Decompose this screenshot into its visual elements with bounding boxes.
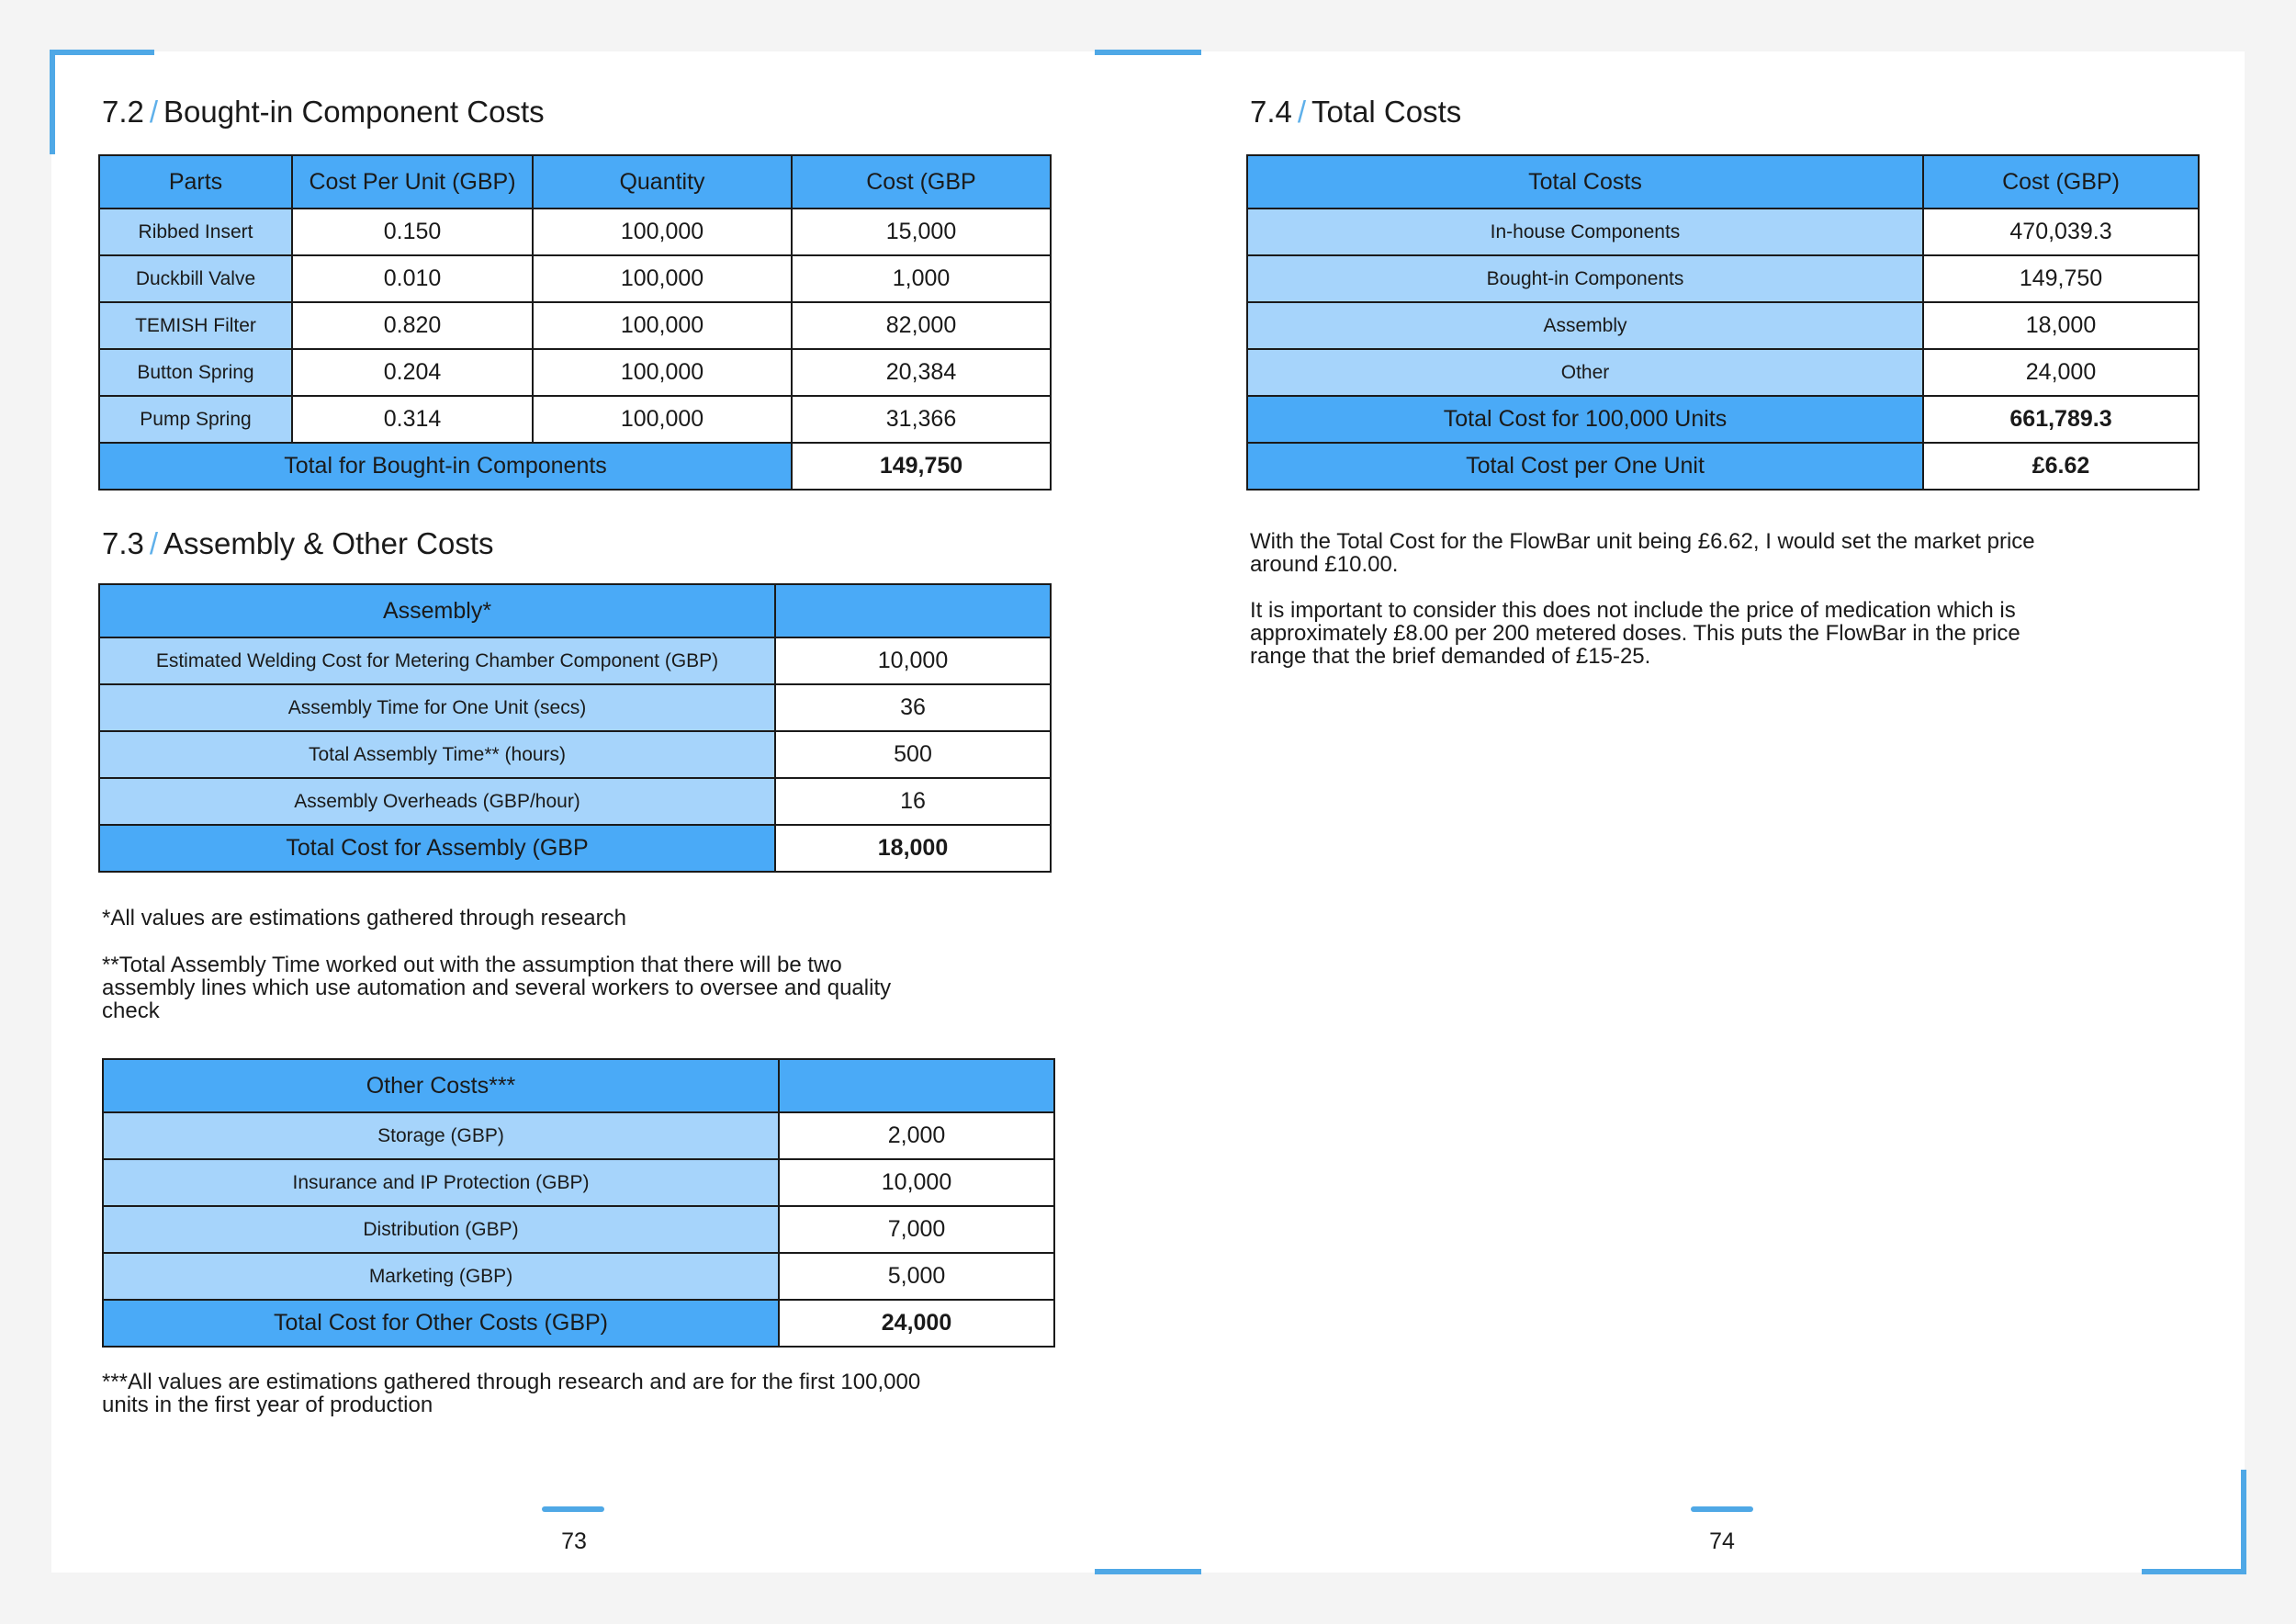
spine-accent-top bbox=[1095, 50, 1201, 55]
quantity: 100,000 bbox=[533, 302, 792, 349]
row-label: Assembly Overheads (GBP/hour) bbox=[99, 778, 775, 825]
paragraph-line: approximately £8.00 per 200 metered doses. This puts the FlowBar in the price bbox=[1250, 621, 2020, 646]
table-header-row bbox=[103, 1059, 1054, 1112]
part-name: Pump Spring bbox=[99, 396, 292, 443]
section-title: Bought-in Component Costs bbox=[163, 95, 545, 129]
cost: 15,000 bbox=[792, 209, 1051, 255]
page-number-accent bbox=[1691, 1506, 1753, 1512]
table-row bbox=[103, 1159, 1054, 1206]
table-row bbox=[99, 637, 1051, 684]
footnote-line: assembly lines which use automation and several workers to oversee and quality bbox=[102, 976, 892, 1000]
table-header-row bbox=[1247, 155, 2199, 209]
section-heading-7-4: 7.4 / Total Costs bbox=[1250, 95, 1462, 129]
table-header-row bbox=[99, 155, 1051, 209]
corner-accent-top-left-h bbox=[51, 50, 154, 55]
assembly-costs-table bbox=[98, 583, 1052, 873]
cost: 82,000 bbox=[792, 302, 1051, 349]
page-number: 74 bbox=[1709, 1528, 1735, 1554]
col-header: Cost (GBP) bbox=[1923, 155, 2199, 209]
row-value: 10,000 bbox=[775, 637, 1051, 684]
table-row bbox=[99, 209, 1051, 255]
section-title: Assembly & Other Costs bbox=[163, 526, 494, 560]
table-row bbox=[99, 684, 1051, 731]
table-row bbox=[103, 1253, 1054, 1300]
section-number: 7.3 bbox=[102, 526, 144, 560]
row-value: 16 bbox=[775, 778, 1051, 825]
total-label: Total Cost for 100,000 Units bbox=[1247, 396, 1923, 443]
section-number: 7.4 bbox=[1250, 95, 1292, 129]
other-costs-table bbox=[102, 1058, 1055, 1348]
corner-accent-bottom-right-h bbox=[2142, 1569, 2246, 1574]
total-costs-table bbox=[1246, 154, 2200, 491]
table-total-row bbox=[1247, 443, 2199, 490]
table-row bbox=[103, 1112, 1054, 1159]
col-header-empty bbox=[779, 1059, 1054, 1112]
part-name: Ribbed Insert bbox=[99, 209, 292, 255]
row-label: Marketing (GBP) bbox=[103, 1253, 779, 1300]
table-total-row bbox=[99, 825, 1051, 872]
section-heading-7-2: 7.2 / Bought-in Component Costs bbox=[102, 95, 545, 129]
row-value: 2,000 bbox=[779, 1112, 1054, 1159]
table-row bbox=[99, 302, 1051, 349]
row-value: 7,000 bbox=[779, 1206, 1054, 1253]
page-number-accent bbox=[542, 1506, 604, 1512]
part-name: TEMISH Filter bbox=[99, 302, 292, 349]
total-label: Total Cost for Assembly (GBP bbox=[99, 825, 775, 872]
row-value: 500 bbox=[775, 731, 1051, 778]
quantity: 100,000 bbox=[533, 255, 792, 302]
row-value: 18,000 bbox=[1923, 302, 2199, 349]
unit-cost: 0.010 bbox=[292, 255, 533, 302]
part-name: Button Spring bbox=[99, 349, 292, 396]
row-label: Distribution (GBP) bbox=[103, 1206, 779, 1253]
unit-cost: 0.820 bbox=[292, 302, 533, 349]
row-label: Storage (GBP) bbox=[103, 1112, 779, 1159]
medication-paragraph bbox=[1250, 599, 2020, 668]
table-row bbox=[99, 778, 1051, 825]
footnote-line: check bbox=[102, 998, 160, 1023]
table-row bbox=[1247, 209, 2199, 255]
table-header-row bbox=[99, 584, 1051, 637]
table-total-row bbox=[99, 443, 1051, 490]
unit-cost: 0.314 bbox=[292, 396, 533, 443]
footnote-line: **Total Assembly Time worked out with the assumption that there will be two bbox=[102, 953, 842, 977]
table-row bbox=[103, 1206, 1054, 1253]
table-row bbox=[99, 396, 1051, 443]
row-label: Total Assembly Time** (hours) bbox=[99, 731, 775, 778]
col-header: Assembly* bbox=[99, 584, 775, 637]
table-row bbox=[1247, 349, 2199, 396]
col-header: Cost Per Unit (GBP) bbox=[292, 155, 533, 209]
total-value: 661,789.3 bbox=[1923, 396, 2199, 443]
total-value: 149,750 bbox=[792, 443, 1051, 490]
table-row bbox=[1247, 255, 2199, 302]
market-price-paragraph bbox=[1250, 530, 2035, 576]
row-value: 149,750 bbox=[1923, 255, 2199, 302]
table-row bbox=[99, 349, 1051, 396]
corner-accent-bottom-right-v bbox=[2241, 1470, 2246, 1574]
section-title: Total Costs bbox=[1311, 95, 1462, 129]
table-total-row bbox=[1247, 396, 2199, 443]
assembly-time-footnote bbox=[102, 953, 891, 1022]
row-label: Other bbox=[1247, 349, 1923, 396]
total-label: Total Cost for Other Costs (GBP) bbox=[103, 1300, 779, 1347]
row-label: Bought-in Components bbox=[1247, 255, 1923, 302]
col-header-empty bbox=[775, 584, 1051, 637]
spine-accent-bottom bbox=[1095, 1569, 1201, 1574]
footnote-line: units in the first year of production bbox=[102, 1393, 433, 1417]
section-heading-7-3: 7.3 / Assembly & Other Costs bbox=[102, 526, 494, 560]
col-header: Parts bbox=[99, 155, 292, 209]
total-value: £6.62 bbox=[1923, 443, 2199, 490]
cost: 20,384 bbox=[792, 349, 1051, 396]
paragraph-line: range that the brief demanded of £15-25. bbox=[1250, 644, 1651, 669]
assembly-footnote: *All values are estimations gathered through research bbox=[102, 906, 626, 930]
total-label: Total Cost per One Unit bbox=[1247, 443, 1923, 490]
table-row bbox=[99, 731, 1051, 778]
row-label: In-house Components bbox=[1247, 209, 1923, 255]
row-value: 10,000 bbox=[779, 1159, 1054, 1206]
row-value: 36 bbox=[775, 684, 1051, 731]
row-label: Assembly bbox=[1247, 302, 1923, 349]
table-total-row bbox=[103, 1300, 1054, 1347]
page-number: 73 bbox=[561, 1528, 587, 1554]
part-name: Duckbill Valve bbox=[99, 255, 292, 302]
col-header: Cost (GBP bbox=[792, 155, 1051, 209]
row-label: Estimated Welding Cost for Metering Chamber Component (GBP) bbox=[99, 637, 775, 684]
corner-accent-top-left-v bbox=[50, 50, 55, 154]
row-value: 24,000 bbox=[1923, 349, 2199, 396]
quantity: 100,000 bbox=[533, 396, 792, 443]
row-value: 470,039.3 bbox=[1923, 209, 2199, 255]
paragraph-line: With the Total Cost for the FlowBar unit being £6.62, I would set the market price bbox=[1250, 529, 2035, 554]
total-label: Total for Bought-in Components bbox=[99, 443, 792, 490]
row-label: Insurance and IP Protection (GBP) bbox=[103, 1159, 779, 1206]
unit-cost: 0.150 bbox=[292, 209, 533, 255]
row-value: 5,000 bbox=[779, 1253, 1054, 1300]
cost: 1,000 bbox=[792, 255, 1051, 302]
bought-in-costs-table bbox=[98, 154, 1052, 491]
paragraph-line: around £10.00. bbox=[1250, 552, 1399, 577]
cost: 31,366 bbox=[792, 396, 1051, 443]
total-value: 18,000 bbox=[775, 825, 1051, 872]
row-label: Assembly Time for One Unit (secs) bbox=[99, 684, 775, 731]
table-row bbox=[1247, 302, 2199, 349]
col-header: Other Costs*** bbox=[103, 1059, 779, 1112]
other-costs-footnote bbox=[102, 1370, 920, 1416]
col-header: Total Costs bbox=[1247, 155, 1923, 209]
paragraph-line: It is important to consider this does not include the price of medication which is bbox=[1250, 598, 2016, 623]
quantity: 100,000 bbox=[533, 349, 792, 396]
section-number: 7.2 bbox=[102, 95, 144, 129]
total-value: 24,000 bbox=[779, 1300, 1054, 1347]
col-header: Quantity bbox=[533, 155, 792, 209]
quantity: 100,000 bbox=[533, 209, 792, 255]
unit-cost: 0.204 bbox=[292, 349, 533, 396]
footnote-line: ***All values are estimations gathered through research and are for the first 100,000 bbox=[102, 1370, 921, 1394]
table-row bbox=[99, 255, 1051, 302]
